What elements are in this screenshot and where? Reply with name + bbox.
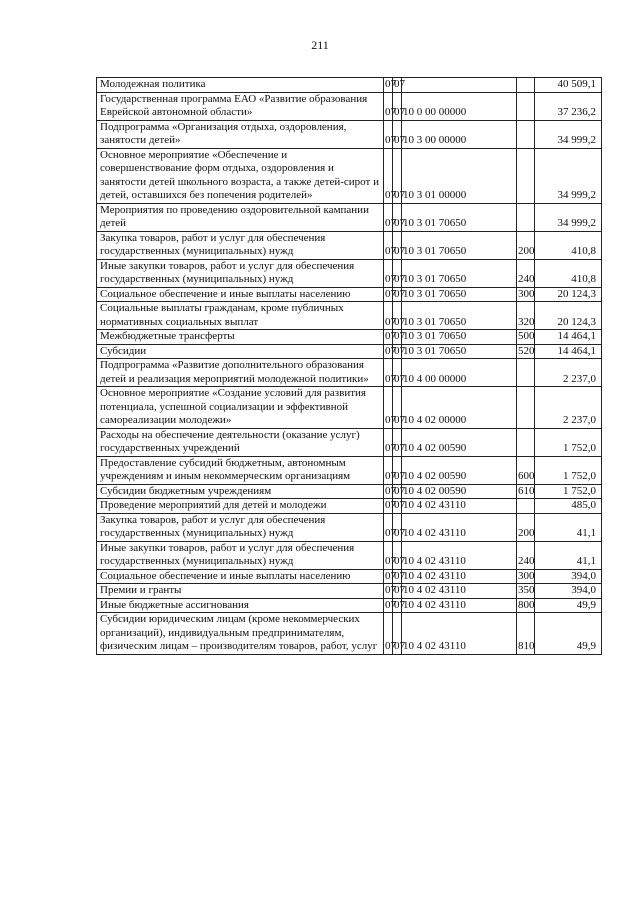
row-amount: 485,0 bbox=[535, 499, 602, 514]
row-expense-type-code: 520 bbox=[518, 344, 535, 357]
row-section-code: 07 bbox=[384, 120, 393, 148]
row-name-cell: Закупка товаров, работ и услуг для обеспечения государственных (муниципальных) нужд bbox=[97, 231, 384, 259]
table-row bbox=[97, 148, 602, 203]
row-section-code: 07 bbox=[384, 302, 393, 330]
row-name-cell: Государственная программа ЕАО «Развитие образования Еврейской автономной области» bbox=[97, 92, 384, 120]
row-expense-type-code bbox=[517, 359, 535, 387]
row-subsection-code: 07 bbox=[393, 231, 402, 259]
row-subsection-code: 07 bbox=[393, 92, 402, 120]
table-row bbox=[97, 231, 602, 259]
table-row bbox=[97, 613, 602, 655]
row-name-cell: Субсидии bbox=[97, 344, 384, 359]
row-name-cell: Иные бюджетные ассигнования bbox=[97, 598, 384, 613]
row-target-article-code: 10 4 00 00000 bbox=[402, 359, 517, 387]
row-section-code: 07 bbox=[384, 541, 393, 569]
row-name-cell: Основное мероприятие «Создание условий для развития потенциала, успешной социализации и эффективной самореализации молодежи» bbox=[97, 387, 384, 429]
table-row bbox=[97, 541, 602, 569]
row-section-code: 07 bbox=[384, 387, 393, 429]
row-expense-type-code bbox=[517, 148, 535, 203]
row-name-cell: Социальное обеспечение и иные выплаты населению bbox=[97, 569, 384, 584]
table-row bbox=[97, 598, 602, 613]
row-target-article-code bbox=[402, 78, 517, 93]
table-row bbox=[97, 387, 602, 429]
row-target-article-code: 10 4 02 43110 bbox=[402, 613, 517, 655]
row-name-cell: Подпрограмма «Развитие дополнительного образования детей и реализация мероприятий молодежной политики» bbox=[97, 359, 384, 387]
row-target-article-code: 10 4 02 43110 bbox=[402, 569, 517, 584]
row-expense-type-code: 240 bbox=[517, 541, 535, 569]
row-amount: 394,0 bbox=[535, 569, 602, 584]
row-name-cell: Закупка товаров, работ и услуг для обеспечения государственных (муниципальных) нужд bbox=[97, 513, 384, 541]
row-subsection-code: 07 bbox=[393, 259, 402, 287]
budget-table-body bbox=[97, 78, 602, 655]
row-target-article-code: 10 3 01 70650 bbox=[402, 302, 517, 330]
row-target-article-code: 10 4 02 43110 bbox=[402, 584, 517, 599]
row-amount: 1 752,0 bbox=[535, 428, 602, 456]
row-amount: 20 124,3 bbox=[535, 287, 602, 302]
row-subsection-code: 07 bbox=[394, 484, 405, 497]
row-expense-type-code: 810 bbox=[517, 613, 535, 655]
row-subsection-code: 07 bbox=[394, 344, 405, 357]
row-name-cell: Подпрограмма «Организация отдыха, оздоровления, занятости детей» bbox=[97, 120, 384, 148]
row-expense-type-code bbox=[517, 92, 535, 120]
row-expense-type-code: 600 bbox=[517, 456, 535, 484]
row-target-article-code: 10 3 01 70650 bbox=[402, 330, 517, 345]
row-name-cell: Иные закупки товаров, работ и услуг для обеспечения государственных (муниципальных) нужд bbox=[97, 259, 384, 287]
row-section-code: 07 bbox=[384, 92, 393, 120]
table-row bbox=[97, 569, 602, 584]
budget-table bbox=[96, 77, 602, 655]
row-amount: 14 464,1 bbox=[535, 344, 602, 359]
row-expense-type-code: 200 bbox=[517, 231, 535, 259]
row-expense-type-code: 500 bbox=[518, 330, 535, 342]
row-expense-type-code: 320 bbox=[517, 302, 535, 330]
row-expense-type-code: 800 bbox=[518, 598, 535, 611]
table-row bbox=[97, 359, 602, 387]
row-subsection-code: 07 bbox=[394, 330, 405, 342]
row-expense-type-code: 350 bbox=[518, 584, 535, 596]
row-target-article-code: 10 0 00 00000 bbox=[402, 92, 517, 120]
row-target-article-code: 10 3 01 70650 bbox=[402, 344, 517, 359]
row-section-code: 07 bbox=[384, 148, 393, 203]
row-name-cell: Социальные выплаты гражданам, кроме публичных нормативных социальных выплат bbox=[97, 302, 384, 330]
page-number: 211 bbox=[311, 38, 329, 52]
row-target-article-code: 10 4 02 43110 bbox=[402, 541, 517, 569]
row-target-article-code: 10 4 02 43110 bbox=[402, 499, 517, 514]
row-amount: 394,0 bbox=[535, 584, 602, 599]
row-subsection-code: 07 bbox=[394, 499, 405, 511]
table-row bbox=[97, 513, 602, 541]
row-amount: 410,8 bbox=[535, 231, 602, 259]
row-amount: 20 124,3 bbox=[535, 302, 602, 330]
row-subsection-code: 07 bbox=[393, 456, 402, 484]
row-expense-type-code: 300 bbox=[518, 287, 535, 300]
row-subsection-code: 07 bbox=[393, 387, 402, 429]
row-name-cell: Премии и гранты bbox=[97, 584, 384, 599]
row-subsection-code: 07 bbox=[393, 513, 402, 541]
row-subsection-code: 07 bbox=[394, 287, 405, 300]
row-target-article-code: 10 3 01 00000 bbox=[402, 148, 517, 203]
table-row bbox=[97, 78, 602, 93]
row-subsection-code: 07 bbox=[394, 569, 405, 582]
row-target-article-code: 10 4 02 00000 bbox=[402, 387, 517, 429]
table-row bbox=[97, 259, 602, 287]
row-subsection-code: 07 bbox=[393, 428, 402, 456]
row-section-code: 07 bbox=[385, 569, 396, 582]
row-section-code: 07 bbox=[384, 203, 393, 231]
row-subsection-code: 07 bbox=[394, 78, 405, 90]
row-amount: 41,1 bbox=[535, 513, 602, 541]
row-expense-type-code bbox=[517, 120, 535, 148]
row-expense-type-code bbox=[517, 78, 535, 93]
row-target-article-code: 10 4 02 00590 bbox=[402, 484, 517, 499]
row-amount: 40 509,1 bbox=[535, 78, 602, 93]
row-name-cell: Предоставление субсидий бюджетным, автономным учреждениям и иным некоммерческим организациям bbox=[97, 456, 384, 484]
row-name-cell: Молодежная политика bbox=[97, 78, 384, 93]
row-amount: 1 752,0 bbox=[535, 456, 602, 484]
row-section-code: 07 bbox=[384, 613, 393, 655]
row-section-code: 07 bbox=[384, 428, 393, 456]
table-row bbox=[97, 330, 602, 345]
row-expense-type-code: 240 bbox=[517, 259, 535, 287]
row-subsection-code: 07 bbox=[393, 203, 402, 231]
row-expense-type-code bbox=[517, 387, 535, 429]
table-row bbox=[97, 302, 602, 330]
table-row bbox=[97, 120, 602, 148]
row-name-cell: Социальное обеспечение и иные выплаты населению bbox=[97, 287, 384, 302]
row-subsection-code: 07 bbox=[393, 613, 402, 655]
row-amount: 1 752,0 bbox=[535, 484, 602, 499]
table-row bbox=[97, 92, 602, 120]
row-subsection-code: 07 bbox=[393, 359, 402, 387]
row-amount: 34 999,2 bbox=[535, 203, 602, 231]
row-target-article-code: 10 4 02 00590 bbox=[402, 428, 517, 456]
row-amount: 49,9 bbox=[535, 613, 602, 655]
row-name-cell: Межбюджетные трансферты bbox=[97, 330, 384, 345]
row-subsection-code: 07 bbox=[394, 584, 405, 596]
row-target-article-code: 10 4 02 43110 bbox=[402, 598, 517, 613]
row-expense-type-code bbox=[517, 203, 535, 231]
row-section-code: 07 bbox=[384, 456, 393, 484]
table-row bbox=[97, 456, 602, 484]
table-row bbox=[97, 484, 602, 499]
row-amount: 410,8 bbox=[535, 259, 602, 287]
row-target-article-code: 10 3 01 70650 bbox=[402, 259, 517, 287]
row-section-code: 07 bbox=[385, 499, 396, 511]
row-amount: 41,1 bbox=[535, 541, 602, 569]
row-amount: 49,9 bbox=[535, 598, 602, 613]
row-amount: 2 237,0 bbox=[535, 359, 602, 387]
row-name-cell: Иные закупки товаров, работ и услуг для обеспечения государственных (муниципальных) нужд bbox=[97, 541, 384, 569]
table-row bbox=[97, 344, 602, 359]
row-expense-type-code: 300 bbox=[518, 569, 535, 582]
table-row bbox=[97, 584, 602, 599]
table-row bbox=[97, 203, 602, 231]
row-subsection-code: 07 bbox=[393, 120, 402, 148]
table-row bbox=[97, 499, 602, 514]
row-subsection-code: 07 bbox=[393, 541, 402, 569]
row-name-cell: Субсидии бюджетным учреждениям bbox=[97, 484, 384, 499]
row-target-article-code: 10 3 01 70650 bbox=[402, 231, 517, 259]
row-amount: 34 999,2 bbox=[535, 148, 602, 203]
table-row bbox=[97, 428, 602, 456]
row-section-code: 07 bbox=[385, 78, 396, 90]
row-name-cell: Мероприятия по проведению оздоровительной кампании детей bbox=[97, 203, 384, 231]
row-target-article-code: 10 3 01 70650 bbox=[402, 287, 517, 302]
row-section-code: 07 bbox=[385, 344, 396, 357]
row-section-code: 07 bbox=[385, 287, 396, 300]
row-section-code: 07 bbox=[384, 359, 393, 387]
row-subsection-code: 07 bbox=[393, 148, 402, 203]
row-section-code: 07 bbox=[385, 584, 396, 596]
row-section-code: 07 bbox=[385, 598, 396, 611]
row-name-cell: Расходы на обеспечение деятельности (оказание услуг) государственных учреждений bbox=[97, 428, 384, 456]
row-section-code: 07 bbox=[385, 330, 396, 342]
row-subsection-code: 07 bbox=[394, 598, 405, 611]
row-amount: 37 236,2 bbox=[535, 92, 602, 120]
row-section-code: 07 bbox=[385, 484, 396, 497]
row-amount: 2 237,0 bbox=[535, 387, 602, 429]
row-expense-type-code: 200 bbox=[517, 513, 535, 541]
row-target-article-code: 10 4 02 43110 bbox=[402, 513, 517, 541]
row-section-code: 07 bbox=[384, 259, 393, 287]
row-amount: 14 464,1 bbox=[535, 330, 602, 345]
row-target-article-code: 10 3 00 00000 bbox=[402, 120, 517, 148]
row-expense-type-code bbox=[517, 499, 535, 514]
row-amount: 34 999,2 bbox=[535, 120, 602, 148]
row-section-code: 07 bbox=[384, 231, 393, 259]
row-expense-type-code: 610 bbox=[518, 484, 535, 497]
row-section-code: 07 bbox=[384, 513, 393, 541]
table-row bbox=[97, 287, 602, 302]
row-expense-type-code bbox=[517, 428, 535, 456]
row-target-article-code: 10 4 02 00590 bbox=[402, 456, 517, 484]
row-name-cell: Проведение мероприятий для детей и молодежи bbox=[97, 499, 384, 514]
row-subsection-code: 07 bbox=[393, 302, 402, 330]
row-name-cell: Субсидии юридическим лицам (кроме некоммерческих организаций), индивидуальным предпринимателям, физическим лицам – производителям товаров, работ, услуг bbox=[97, 613, 384, 655]
row-target-article-code: 10 3 01 70650 bbox=[402, 203, 517, 231]
row-name-cell: Основное мероприятие «Обеспечение и совершенствование форм отдыха, оздоровления и занятости детей школьного возраста, а также детей-сирот и детей, оставшихся без попечения родителей» bbox=[97, 148, 384, 203]
